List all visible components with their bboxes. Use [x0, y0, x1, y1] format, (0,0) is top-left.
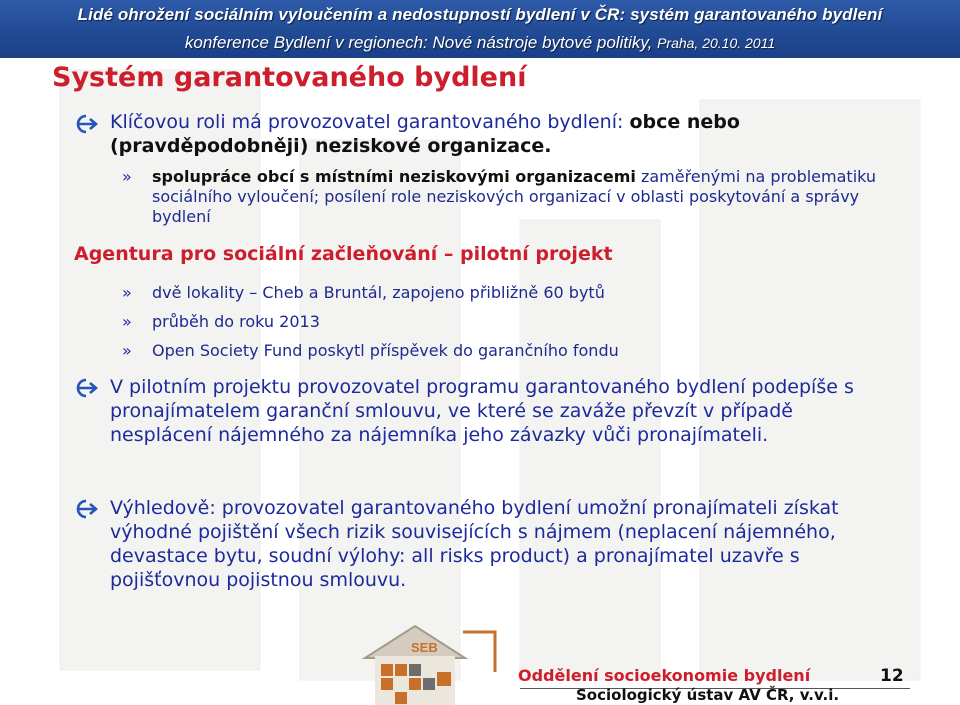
- sub-bullet-marker: »: [122, 167, 132, 186]
- bullet-key-role: [110, 110, 900, 158]
- conference-date: Praha, 20.10. 2011: [657, 35, 776, 51]
- logo-text: SEB: [411, 640, 438, 655]
- sub-bullet-marker: »: [122, 312, 132, 331]
- sub-bullet-marker: »: [122, 341, 132, 360]
- pilot-item: dvě lokality – Cheb a Bruntál, zapojeno přibližně 60 bytů: [152, 283, 605, 302]
- bullet-outlook-insurance: Výhledově: provozovatel garantovaného bydlení umožní pronajímateli získat výhodné pojištění všech rizik souvisejících s nájmem (neplacení nájemného, devastace bytu, soudní výlohy: all risks product) a pronajímatel uzavře s pojišťovnou pojistnou smlouvu.: [110, 497, 839, 591]
- pilot-item: Open Society Fund poskytl příspěvek do garančního fondu: [152, 341, 619, 360]
- sub-bullet-cooperation-bold: spolupráce obcí s místními neziskovými organizacemi: [152, 167, 636, 186]
- pilot-project-heading: Agentura pro sociální začleňování – pilotní projekt: [74, 243, 613, 265]
- bullet-key-role-text: Klíčovou roli má provozovatel garantovaného bydlení:: [110, 111, 630, 133]
- bullet-pilot-guarantee: V pilotním projektu provozovatel programu garantovaného bydlení podepíše s pronajímatelem garanční smlouvu, ve které se zaváže převzít v případě nesplácení nájemného za nájemníka jeho závazky vůči pronajímateli.: [110, 376, 854, 446]
- bullet-arrow-icon: [72, 114, 100, 134]
- slide-title: Systém garantovaného bydlení: [52, 62, 527, 93]
- house-logo-icon: [345, 612, 510, 705]
- conference-name: konference Bydlení v regionech: Nové nástroje bytové politiky,: [184, 33, 653, 52]
- header-title: Lidé ohrožení sociálním vyloučením a nedostupností bydlení v ČR: systém garantovaného bydlení: [77, 5, 883, 24]
- page-number: 12: [880, 666, 904, 686]
- header-bar: [0, 0, 960, 58]
- sub-bullet-marker: »: [122, 283, 132, 302]
- sub-bullet-cooperation: [152, 167, 912, 227]
- footer-department: Oddělení socioekonomie bydlení: [518, 666, 811, 685]
- sub-bullet-cooperation-text: zaměřenými na problematiku sociálního vyloučení; posílení role neziskových organizací v oblasti poskytování a správy bydlení: [152, 167, 877, 226]
- bullet-arrow-icon: [72, 499, 100, 519]
- footer-institute: Sociologický ústav AV ČR, v.v.i.: [576, 686, 840, 704]
- header-subtitle: [0, 33, 960, 53]
- pilot-item: průběh do roku 2013: [152, 312, 320, 331]
- bullet-arrow-icon: [72, 378, 100, 398]
- bullet-key-role-bold: obce nebo (pravděpodobněji) neziskové organizace.: [110, 111, 740, 157]
